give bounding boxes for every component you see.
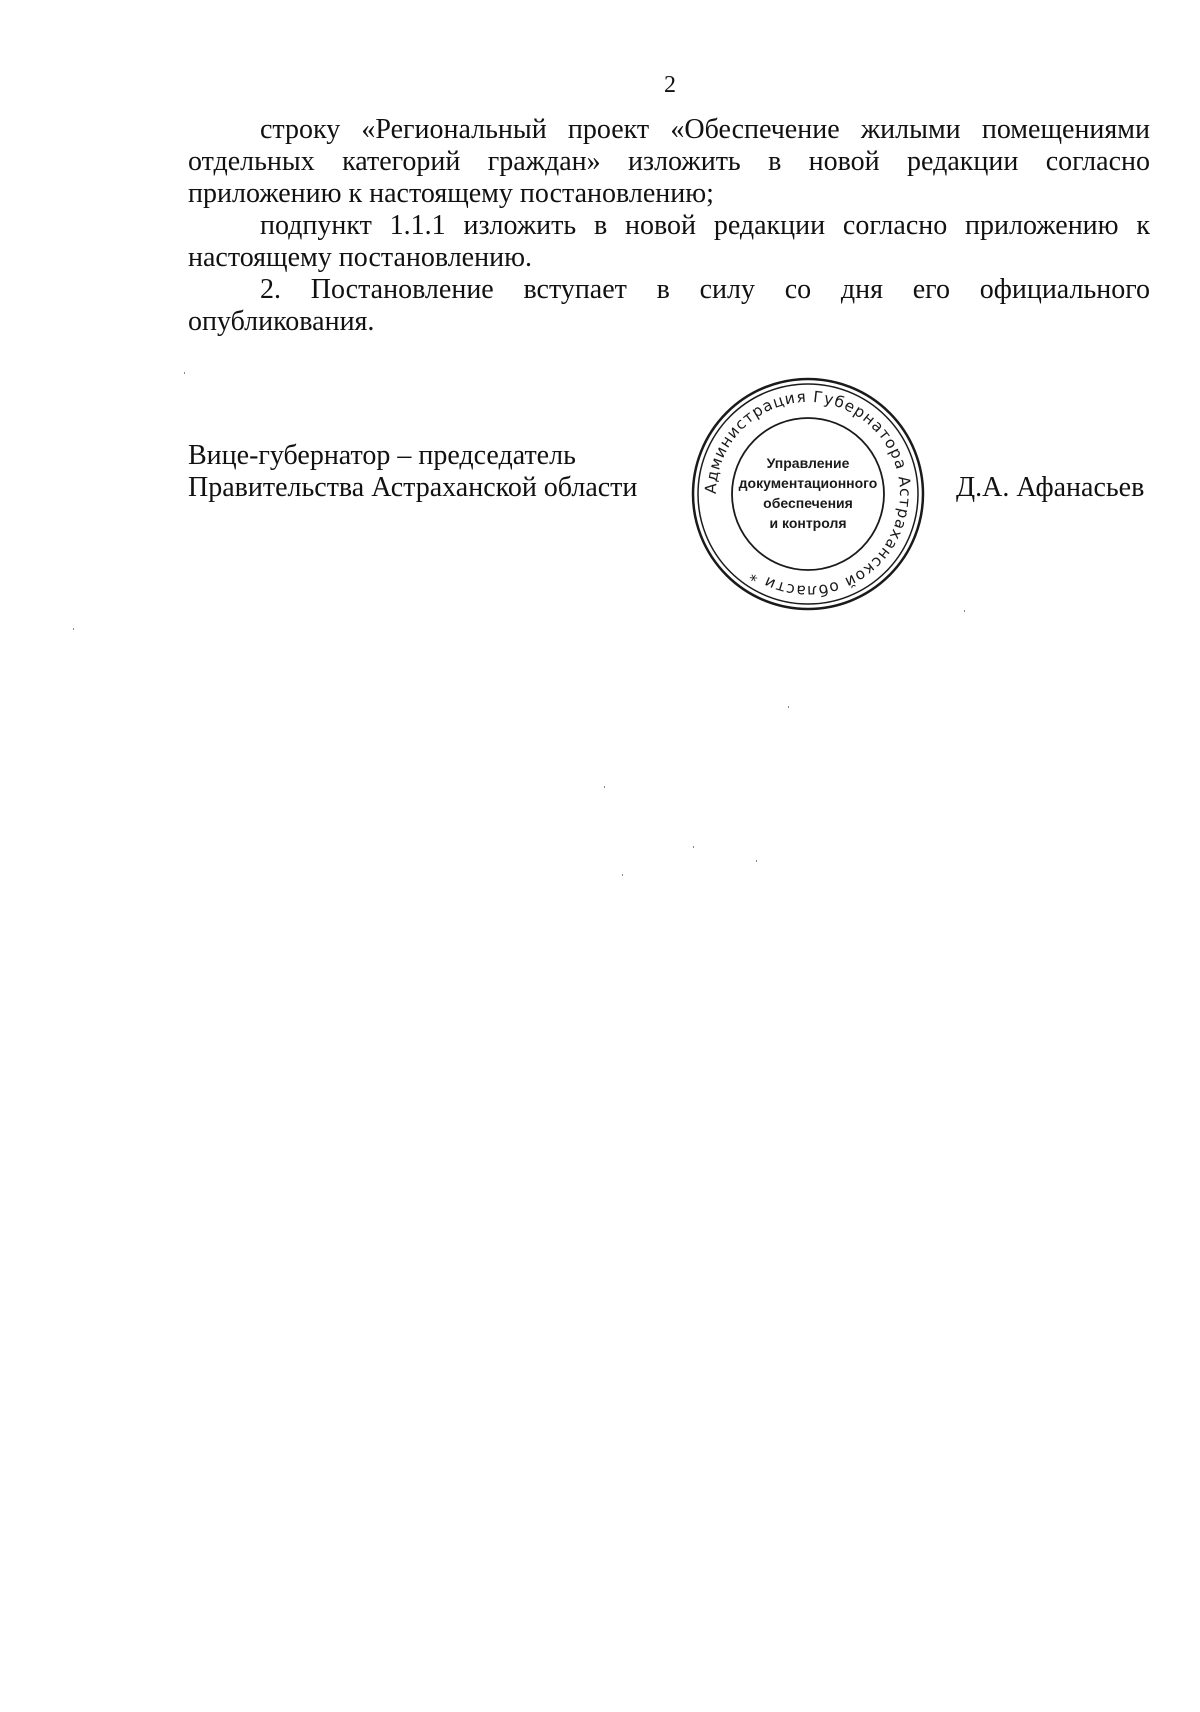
- seal-center-line: Управление: [766, 455, 850, 471]
- signer-title-line1: Вице-губернатор – председатель: [188, 440, 576, 471]
- scan-speck: [756, 860, 757, 862]
- scan-speck: [622, 874, 623, 876]
- official-seal: [688, 374, 928, 614]
- scan-speck: [604, 786, 605, 788]
- document-body: [188, 114, 1150, 338]
- paragraph-subpoint: подпункт 1.1.1 изложить в новой редакции согласно приложению к настоящему постановлению.: [188, 210, 1150, 273]
- seal-center-line: и контроля: [769, 515, 847, 531]
- scan-speck: [184, 372, 185, 374]
- seal-center-line: обеспечения: [763, 495, 853, 511]
- paragraph-effective-date: 2. Постановление вступает в силу со дня его официального опубликования.: [188, 274, 1150, 337]
- scan-speck: [788, 706, 789, 708]
- signer-name: Д.А. Афанасьев: [956, 472, 1145, 503]
- page-number: 2: [664, 72, 676, 98]
- seal-center-line: документационного: [738, 475, 878, 491]
- scan-speck: [693, 846, 694, 848]
- seal-ring-text: Администрация Губернатора Астраханской области *: [701, 387, 915, 601]
- signer-title: [188, 440, 637, 504]
- paragraph-regional-project: строку «Региональный проект «Обеспечение жилыми помещениями отдельных категорий граждан» изложить в новой редакции согласно приложению к настоящему постановлению;: [188, 114, 1150, 209]
- signer-title-line2: Правительства Астраханской области: [188, 472, 638, 503]
- scan-speck: [964, 610, 965, 612]
- scan-speck: [73, 628, 74, 630]
- official-seal-graphic: [688, 374, 928, 614]
